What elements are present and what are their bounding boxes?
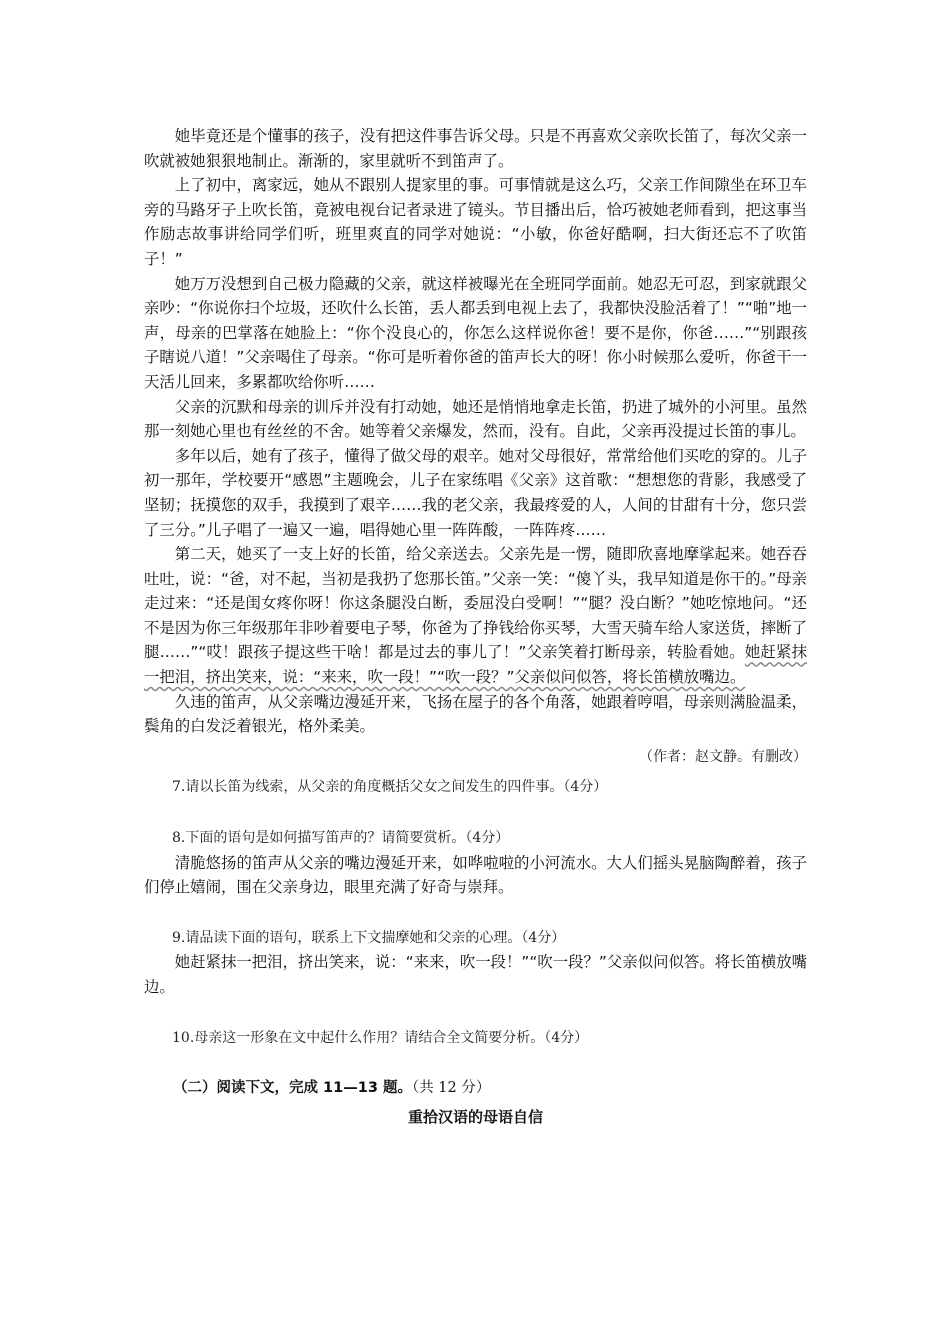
- question-9-quote: 她赶紧抹一把泪，挤出笑来，说：“来来，吹一段！”“吹一段？”父亲似问似答。将长笛横放嘴边。: [144, 953, 807, 996]
- paragraph: 她毕竟还是个懂事的孩子，没有把这件事告诉父母。只是不再喜欢父亲吹长笛了，每次父亲一吹就被她狠狠地制止。渐渐的，家里就听不到笛声了。: [144, 127, 807, 170]
- paragraph: 她万万没想到自己极力隐藏的父亲，就这样被曝光在全班同学面前。她忍无可忍，到家就跟父亲吵：“你说你扫个垃圾，还吹什么长笛，丢人都丢到电视上去了，我都快没脸活着了！”“啪”地一声，母亲的巴掌落在她脸上：“你个没良心的，你怎么这样说你爸！要不是你，你爸……”“别跟孩子瞎说八道！”父亲喝住了母亲。“你可是听着你爸的笛声长大的呀！你小时候那么爱听，你爸干一天活儿回来，多累都吹给你听……: [144, 274, 807, 391]
- article-body: [144, 124, 807, 1129]
- question-9: 9.请品读下面的语句，联系上下文揣摩她和父亲的心理。（4分）: [172, 929, 566, 946]
- question-8-quote: 清脆悠扬的笛声从父亲的嘴边漫延开来，如哗啦啦的小河流水。大人们摇头晃脑陶醉着，孩子们停止嬉闹，围在父亲身边，眼里充满了好奇与崇拜。: [144, 853, 807, 897]
- paragraph: 上了初中，离家远，她从不跟别人提家里的事。可事情就是这么巧，父亲工作间隙坐在环卫车旁的马路牙子上吹长笛，竟被电视台记者录进了镜头。节目播出后，恰巧被她老师看到，把这事当作励志故事讲给同学们听，班里爽直的同学对她说：“小敏，你爸好酷啊，扫大街还忘不了吹笛子！”: [144, 176, 807, 268]
- paragraph: 久违的笛声，从父亲嘴边漫延开来，飞扬在屋子的各个角落，她跟着哼唱，母亲则满脸温柔，鬓角的白发泛着银光，格外柔美。: [144, 692, 807, 736]
- section-heading-score: （共 12 分）: [411, 1080, 491, 1097]
- article-title: 重拾汉语的母语自信: [407, 1107, 543, 1126]
- question-10: 10.母亲这一形象在文中起什么作用？请结合全文简要分析。（4分）: [172, 1029, 589, 1046]
- question-8: 8.下面的语句是如何描写笛声的？请简要赏析。（4分）: [172, 830, 510, 847]
- section-heading: [144, 1076, 807, 1101]
- paragraph-text: 第二天，她买了一支上好的长笛，给父亲送去。父亲先是一愣，随即欣喜地摩挲起来。她吞吞吐吐，说：“爸，对不起，当初是我扔了您那长笛。”父亲一笑：“傻丫头，我早知道是你干的。”母亲走过来：“还是闺女疼你呀！你这条腿没白断，委屈没白受啊！”“腿？没白断？”她吃惊地问。“还不是因为你三年级那年非吵着要电子琴，你爸为了挣钱给你买琴，大雪天骑车给人家送货，摔断了腿……”“哎！跟孩子提这些干啥！都是过去的事儿了！”父亲笑着打断母亲，转脸看她。: [144, 545, 807, 662]
- paragraph: [144, 542, 807, 690]
- wavy-underlined-sentence: 她赶紧抹一把泪，挤出笑来，说：“来来，吹一段！”“吹一段？”父亲似问似答，将长笛横放嘴边。: [144, 643, 807, 687]
- section-heading-bold: （二）阅读下文，完成 11—13 题。: [173, 1080, 412, 1097]
- paragraph: 多年以后，她有了孩子，懂得了做父母的艰辛。她对父母很好，常常给他们买吃的穿的。儿子初一那年，学校要开“感恩”主题晚会，儿子在家练唱《父亲》这首歌：“想想您的背影，我感受了坚韧；抚摸您的双手，我摸到了艰辛……我的老父亲，我最疼爱的人，人间的甘甜有十分，您只尝了三分。”儿子唱了一遍又一遍，唱得她心里一阵阵酸，一阵阵疼……: [144, 446, 807, 539]
- author-attribution: （作者：赵文静。有删改）: [639, 748, 807, 765]
- paragraph: 父亲的沉默和母亲的训斥并没有打动她，她还是悄悄地拿走长笛，扔进了城外的小河里。虽然那一刻她心里也有丝丝的不舍。她等着父亲爆发，然而，没有。自此，父亲再没提过长笛的事儿。: [144, 397, 807, 441]
- question-7: 7.请以长笛为线索，从父亲的角度概括父女之间发生的四件事。（4分）: [172, 779, 608, 796]
